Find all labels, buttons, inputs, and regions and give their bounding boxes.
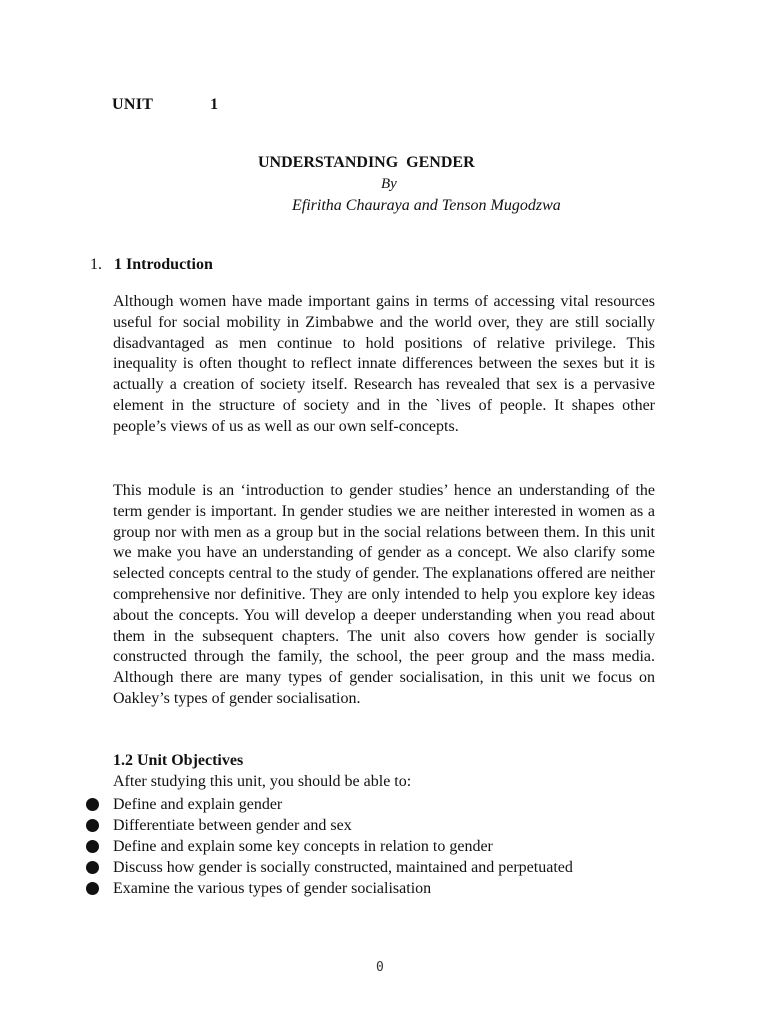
bullet-icon <box>86 882 99 895</box>
list-item <box>86 815 573 836</box>
objective-text: Discuss how gender is socially constructed, maintained and perpetuated <box>113 859 573 876</box>
document-title: UNDERSTANDING GENDER <box>258 154 475 171</box>
bullet-icon <box>86 819 99 832</box>
bullet-icon <box>86 861 99 874</box>
list-item <box>86 878 573 899</box>
bullet-icon <box>86 840 99 853</box>
objective-text: Define and explain some key concepts in relation to gender <box>113 838 493 855</box>
objectives-heading: 1.2 Unit Objectives <box>113 752 244 769</box>
introduction-heading: 1 Introduction <box>114 256 213 273</box>
list-item <box>86 836 573 857</box>
objective-text: Differentiate between gender and sex <box>113 817 352 834</box>
section-number: 1. <box>90 256 102 273</box>
introduction-paragraph-1: Although women have made important gains in terms of accessing vital resources useful for social mobility in Zimbabwe and the world over, they are still socially disadvantaged as men continue to hold positions of relative privilege. This inequality is often thought to reflect innate differences between the sexes but it is actually a creation of society itself. Research has revealed that sex is a pervasive element in the structure of society and in the `lives of people. It shapes other people’s views of us as well as our own self-concepts. <box>113 293 655 435</box>
bullet-icon <box>86 798 99 811</box>
list-item <box>86 857 573 878</box>
introduction-paragraph-2: This module is an ‘introduction to gender studies’ hence an understanding of the term gender is important. In gender studies we are neither interested in women as a group nor with men as a group but in the social relations between them. In this unit we make you have an understanding of gender as a concept. We also clarify some selected concepts central to the study of gender. The explanations offered are neither comprehensive nor definitive. They are only intended to help you explore key ideas about the concepts. You will develop a deeper understanding when you read about them in the subsequent chapters. The unit also covers how gender is socially constructed through the family, the school, the peer group and the mass media. Although there are many types of gender socialisation, in this unit we focus on Oakley’s types of gender socialisation. <box>113 482 655 707</box>
authors: Efiritha Chauraya and Tenson Mugodzwa <box>292 197 561 214</box>
list-item <box>86 794 573 815</box>
objective-text: Define and explain gender <box>113 796 283 813</box>
objectives-intro: After studying this unit, you should be able to: <box>113 773 412 790</box>
objective-text: Examine the various types of gender socialisation <box>113 880 432 897</box>
objectives-list <box>86 794 573 899</box>
page-number: 0 <box>376 960 384 975</box>
byline-label: By <box>381 176 397 192</box>
unit-label: UNIT 1 <box>112 96 219 113</box>
